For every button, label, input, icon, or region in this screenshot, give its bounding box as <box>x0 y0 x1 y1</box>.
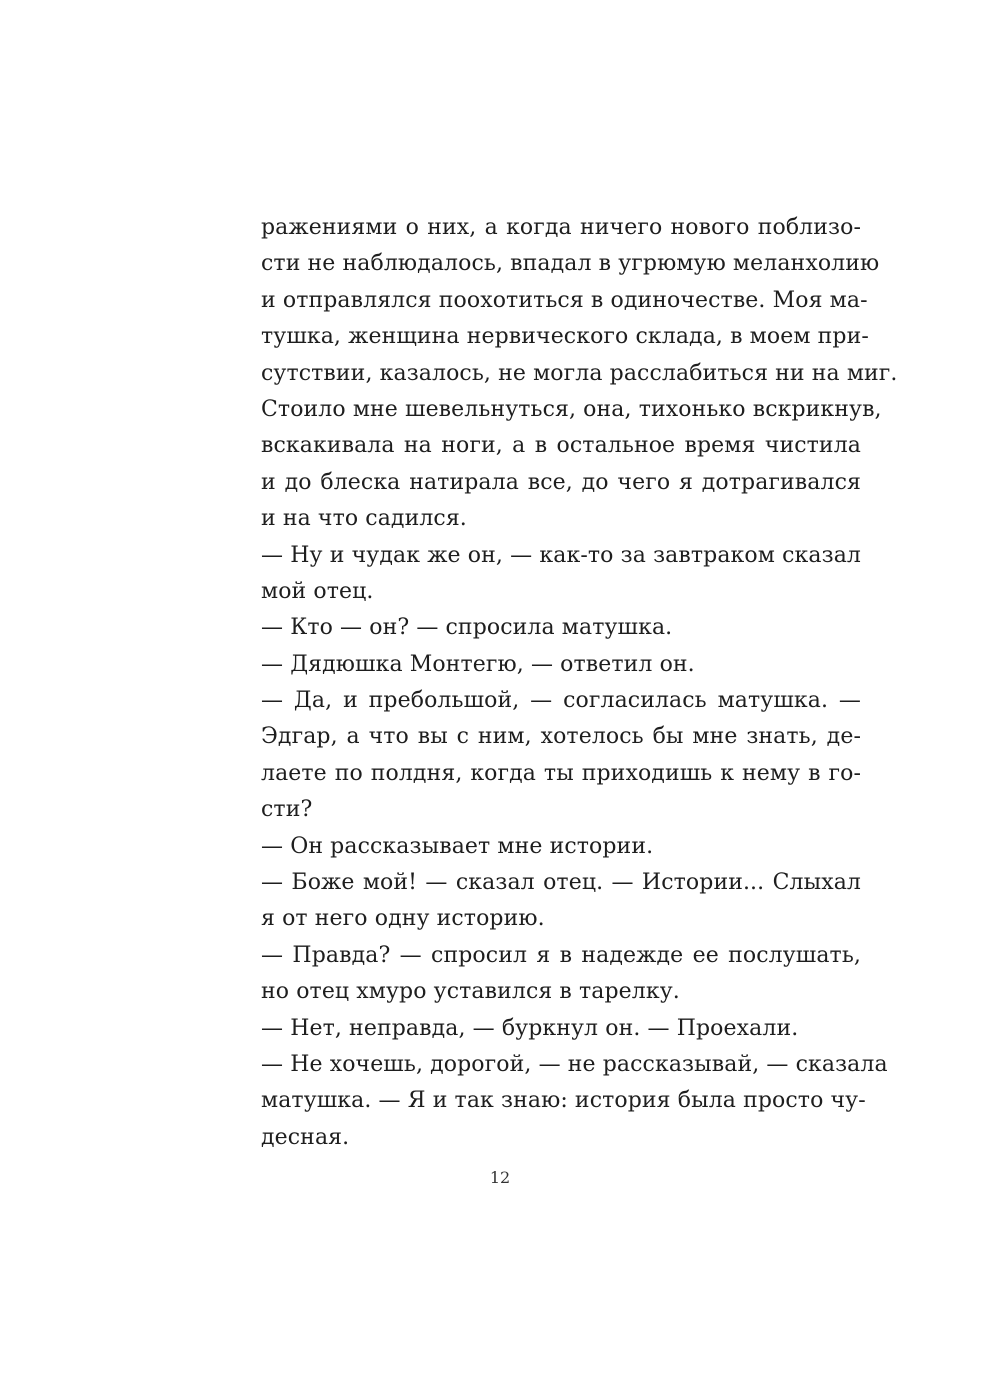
text-line: и до блеска натирала все, до чего я дотрагивался <box>261 469 861 495</box>
text-line: десная. <box>261 1124 350 1150</box>
text-line: лаете по полдня, когда ты приходишь к нему в го- <box>261 760 861 786</box>
text-line: — Дядюшка Монтегю, — ответил он. <box>261 651 695 677</box>
text-line: Эдгар, а что вы с ним, хотелось бы мне знать, де- <box>261 724 861 750</box>
page-number: 12 <box>489 1168 511 1187</box>
text-line: но отец хмуро уставился в тарелку. <box>261 979 680 1005</box>
text-line: сти? <box>261 797 313 823</box>
text-line: сутствии, казалось, не могла расслабиться ни на миг. <box>261 360 898 386</box>
text-line: — Боже мой! — сказал отец. — Истории... Слыхал <box>261 870 861 896</box>
text-line: Стоило мне шевельнуться, она, тихонько вскрикнув, <box>261 396 882 422</box>
text-line: — Нет, неправда, — буркнул он. — Проехали. <box>261 1015 799 1041</box>
text-line: мой отец. <box>261 578 374 604</box>
text-line: — Кто — он? — спросила матушка. <box>261 615 673 641</box>
text-line: — Ну и чудак же он, — как-то за завтраком сказал <box>261 542 861 568</box>
text-line: вскакивала на ноги, а в остальное время чистила <box>261 433 861 459</box>
text-line: — Да, и пребольшой, — согласилась матушка. — <box>261 688 861 714</box>
text-line: и на что садился. <box>261 506 467 532</box>
text-line: — Он рассказывает мне истории. <box>261 833 654 859</box>
text-line: я от него одну историю. <box>261 906 545 932</box>
text-line: тушка, женщина нервического склада, в моем при- <box>261 324 869 350</box>
text-line: — Правда? — спросил я в надежде ее послушать, <box>261 942 861 968</box>
text-line: и отправлялся поохотиться в одиночестве. Моя ма- <box>261 287 868 313</box>
text-line: матушка. — Я и так знаю: история была просто чу- <box>261 1088 866 1114</box>
text-line: — Не хочешь, дорогой, — не рассказывай, — сказала <box>261 1051 888 1077</box>
text-line: сти не наблюдалось, впадал в угрюмую меланхолию <box>261 251 880 277</box>
body-text <box>261 210 898 1156</box>
text-line: ражениями о них, а когда ничего нового поблизо- <box>261 215 861 240</box>
